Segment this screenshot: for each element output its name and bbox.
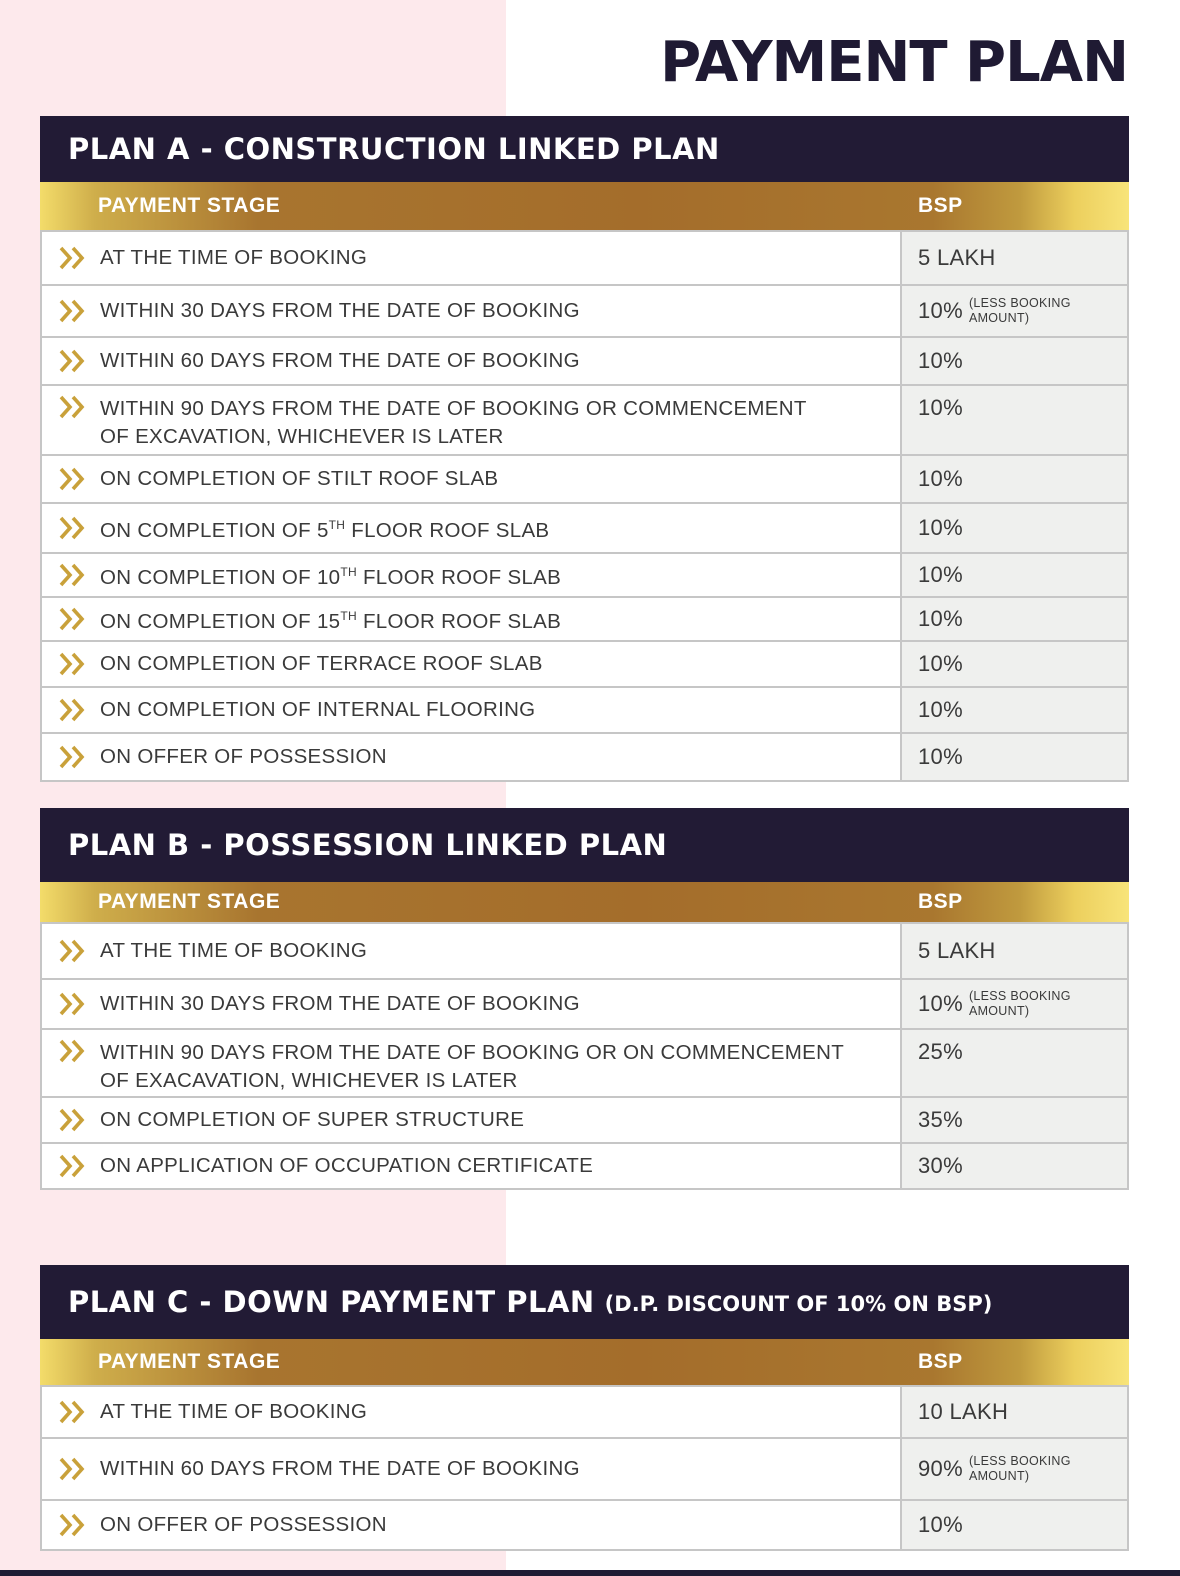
bsp-value: 10% — [918, 298, 963, 323]
bsp-cell — [902, 232, 1127, 284]
bsp-cell — [902, 1439, 1127, 1499]
stage-text: WITHIN 30 DAYS FROM THE DATE OF BOOKING — [100, 992, 580, 1015]
stage-text: ON APPLICATION OF OCCUPATION CERTIFICATE — [100, 1154, 594, 1177]
bsp-value: 10% — [918, 515, 963, 540]
bsp-note-line: AMOUNT) — [968, 1004, 1030, 1018]
stage-text: AT THE TIME OF BOOKING — [100, 246, 368, 269]
payment-stage-cell — [42, 554, 902, 596]
plan-a-rows — [40, 230, 1129, 782]
plan-c-header — [40, 1265, 1129, 1339]
table-row — [42, 1385, 1127, 1437]
bsp-cell — [902, 504, 1127, 552]
payment-stage-column-label: PAYMENT STAGE — [98, 890, 281, 913]
stage-text-line: OF EXACAVATION, WHICHEVER IS LATER — [100, 1069, 518, 1092]
bottom-border-bar — [0, 1570, 1180, 1576]
bsp-value: 10% — [918, 651, 963, 676]
bsp-cell — [902, 924, 1127, 978]
plan-b-column-header — [40, 882, 1129, 922]
page-title: PAYMENT PLAN — [660, 30, 1128, 95]
double-chevron-right-icon — [58, 1039, 88, 1063]
stage-text — [100, 558, 561, 592]
double-chevron-right-icon — [58, 652, 88, 676]
bsp-cell — [902, 286, 1127, 336]
table-row — [42, 1096, 1127, 1142]
payment-stage-cell — [42, 338, 902, 384]
bsp-value: 5 LAKH — [918, 245, 996, 270]
bsp-cell — [902, 338, 1127, 384]
table-row — [42, 732, 1127, 780]
bsp-cell — [902, 554, 1127, 596]
stage-text: WITHIN 30 DAYS FROM THE DATE OF BOOKING — [100, 299, 580, 322]
double-chevron-right-icon — [58, 516, 88, 540]
payment-stage-cell — [42, 688, 902, 732]
double-chevron-right-icon — [58, 1154, 88, 1178]
stage-text — [100, 511, 549, 545]
stage-text-line: WITHIN 90 DAYS FROM THE DATE OF BOOKING OR ON COMMENCEMENT — [100, 1041, 845, 1064]
payment-stage-cell — [42, 504, 902, 552]
bsp-cell — [902, 456, 1127, 502]
stage-text: ON COMPLETION OF SUPER STRUCTURE — [100, 1108, 525, 1131]
table-row — [42, 922, 1127, 978]
plan-c-rows — [40, 1385, 1129, 1551]
double-chevron-right-icon — [58, 1108, 88, 1132]
ordinal-suffix: TH — [340, 609, 357, 624]
bsp-cell — [902, 598, 1127, 640]
bsp-note-line: AMOUNT) — [968, 311, 1030, 325]
ordinal-suffix: TH — [340, 565, 357, 580]
payment-stage-column-label: PAYMENT STAGE — [98, 1350, 281, 1373]
payment-stage-cell — [42, 1501, 902, 1549]
payment-stage-cell — [42, 598, 902, 640]
double-chevron-right-icon — [58, 1513, 88, 1537]
bsp-value: 10 LAKH — [918, 1399, 1009, 1424]
payment-stage-cell — [42, 386, 902, 454]
stage-text: ON OFFER OF POSSESSION — [100, 745, 387, 768]
double-chevron-right-icon — [58, 246, 88, 270]
plan-c-subtitle: (D.P. DISCOUNT OF 10% ON BSP) — [604, 1292, 993, 1316]
bsp-cell — [902, 980, 1127, 1028]
table-row — [42, 686, 1127, 732]
double-chevron-right-icon — [58, 607, 88, 631]
bsp-value: 30% — [918, 1153, 963, 1178]
payment-stage-cell — [42, 1439, 902, 1499]
bsp-note — [969, 989, 1071, 1019]
stage-text: ON COMPLETION OF TERRACE ROOF SLAB — [100, 652, 543, 675]
bsp-cell — [902, 642, 1127, 686]
plan-c-table — [40, 1265, 1129, 1551]
stage-text: ON COMPLETION OF INTERNAL FLOORING — [100, 698, 536, 721]
bsp-column-label: BSP — [918, 194, 963, 217]
bsp-value: 10% — [918, 606, 963, 631]
plan-a-table — [40, 116, 1129, 782]
bsp-value: 35% — [918, 1107, 963, 1132]
stage-text — [100, 395, 807, 451]
stage-text-line: OF EXCAVATION, WHICHEVER IS LATER — [100, 425, 504, 448]
double-chevron-right-icon — [58, 1457, 88, 1481]
double-chevron-right-icon — [58, 992, 88, 1016]
double-chevron-right-icon — [58, 1400, 88, 1424]
bsp-column-label: BSP — [918, 1350, 963, 1373]
table-row — [42, 1142, 1127, 1188]
bsp-cell — [902, 1030, 1127, 1096]
table-row — [42, 502, 1127, 552]
plan-a-title: PLAN A - CONSTRUCTION LINKED PLAN — [68, 132, 720, 166]
double-chevron-right-icon — [58, 299, 88, 323]
double-chevron-right-icon — [58, 563, 88, 587]
plan-b-rows — [40, 922, 1129, 1190]
bsp-cell — [902, 1501, 1127, 1549]
bsp-value: 10% — [918, 744, 963, 769]
plan-b-header — [40, 808, 1129, 882]
plan-b-table — [40, 808, 1129, 1190]
bsp-note-line: (LESS BOOKING — [968, 296, 1071, 310]
payment-stage-cell — [42, 1387, 902, 1437]
payment-stage-cell — [42, 456, 902, 502]
bsp-value: 10% — [918, 1512, 963, 1537]
stage-text — [100, 602, 561, 636]
bsp-cell — [902, 1387, 1127, 1437]
table-row — [42, 336, 1127, 384]
stage-text: ON OFFER OF POSSESSION — [100, 1513, 387, 1536]
stage-text: ON COMPLETION OF STILT ROOF SLAB — [100, 467, 499, 490]
payment-stage-cell — [42, 1030, 902, 1096]
bsp-value: 10% — [918, 697, 963, 722]
payment-stage-cell — [42, 1144, 902, 1188]
table-row — [42, 1028, 1127, 1096]
bsp-note-line: AMOUNT) — [968, 1469, 1030, 1483]
stage-text-part: FLOOR ROOF SLAB — [356, 565, 562, 589]
bsp-value: 10% — [918, 991, 963, 1016]
bsp-cell — [902, 734, 1127, 780]
bsp-cell — [902, 1098, 1127, 1142]
stage-text-part: FLOOR ROOF SLAB — [345, 518, 550, 542]
stage-text-part: ON COMPLETION OF 15 — [100, 609, 341, 633]
bsp-note-line: (LESS BOOKING — [968, 1454, 1071, 1468]
payment-stage-column-label: PAYMENT STAGE — [98, 194, 281, 217]
bsp-value: 10% — [918, 348, 963, 373]
table-row — [42, 978, 1127, 1028]
stage-text: WITHIN 60 DAYS FROM THE DATE OF BOOKING — [100, 1457, 580, 1480]
payment-stage-cell — [42, 642, 902, 686]
stage-text-part: ON COMPLETION OF 5 — [100, 518, 329, 542]
bsp-value: 10% — [918, 395, 963, 420]
bsp-note — [969, 1454, 1071, 1484]
stage-text-part: FLOOR ROOF SLAB — [356, 609, 562, 633]
bsp-value: 25% — [918, 1039, 963, 1064]
plan-b-title: PLAN B - POSSESSION LINKED PLAN — [68, 828, 668, 862]
payment-stage-cell — [42, 286, 902, 336]
table-row — [42, 640, 1127, 686]
table-row — [42, 552, 1127, 596]
table-row — [42, 596, 1127, 640]
bsp-value: 90% — [918, 1456, 963, 1481]
stage-text-part: ON COMPLETION OF 10 — [100, 565, 341, 589]
bsp-cell — [902, 386, 1127, 454]
bsp-value: 10% — [918, 466, 963, 491]
table-row — [42, 284, 1127, 336]
plan-c-column-header — [40, 1339, 1129, 1385]
table-row — [42, 1437, 1127, 1499]
bsp-cell — [902, 1144, 1127, 1188]
double-chevron-right-icon — [58, 467, 88, 491]
double-chevron-right-icon — [58, 939, 88, 963]
double-chevron-right-icon — [58, 698, 88, 722]
bsp-column-label: BSP — [918, 890, 963, 913]
ordinal-suffix: TH — [328, 518, 346, 533]
bsp-cell — [902, 688, 1127, 732]
payment-stage-cell — [42, 232, 902, 284]
stage-text: AT THE TIME OF BOOKING — [100, 1400, 368, 1423]
double-chevron-right-icon — [58, 349, 88, 373]
double-chevron-right-icon — [58, 395, 88, 419]
plan-a-header — [40, 116, 1129, 182]
plan-c-title: PLAN C - DOWN PAYMENT PLAN — [68, 1285, 595, 1319]
bsp-value: 5 LAKH — [918, 938, 996, 963]
stage-text-line: WITHIN 90 DAYS FROM THE DATE OF BOOKING OR COMMENCEMENT — [100, 397, 807, 420]
stage-text: AT THE TIME OF BOOKING — [100, 939, 368, 962]
bsp-value: 10% — [918, 562, 963, 587]
payment-stage-cell — [42, 734, 902, 780]
bsp-note-line: (LESS BOOKING — [968, 989, 1071, 1003]
table-row — [42, 1499, 1127, 1549]
table-row — [42, 230, 1127, 284]
bsp-note — [969, 296, 1071, 326]
table-row — [42, 384, 1127, 454]
payment-stage-cell — [42, 1098, 902, 1142]
plan-a-column-header — [40, 182, 1129, 230]
payment-stage-cell — [42, 980, 902, 1028]
payment-stage-cell — [42, 924, 902, 978]
table-row — [42, 454, 1127, 502]
double-chevron-right-icon — [58, 745, 88, 769]
stage-text — [100, 1039, 844, 1095]
stage-text: WITHIN 60 DAYS FROM THE DATE OF BOOKING — [100, 349, 580, 372]
